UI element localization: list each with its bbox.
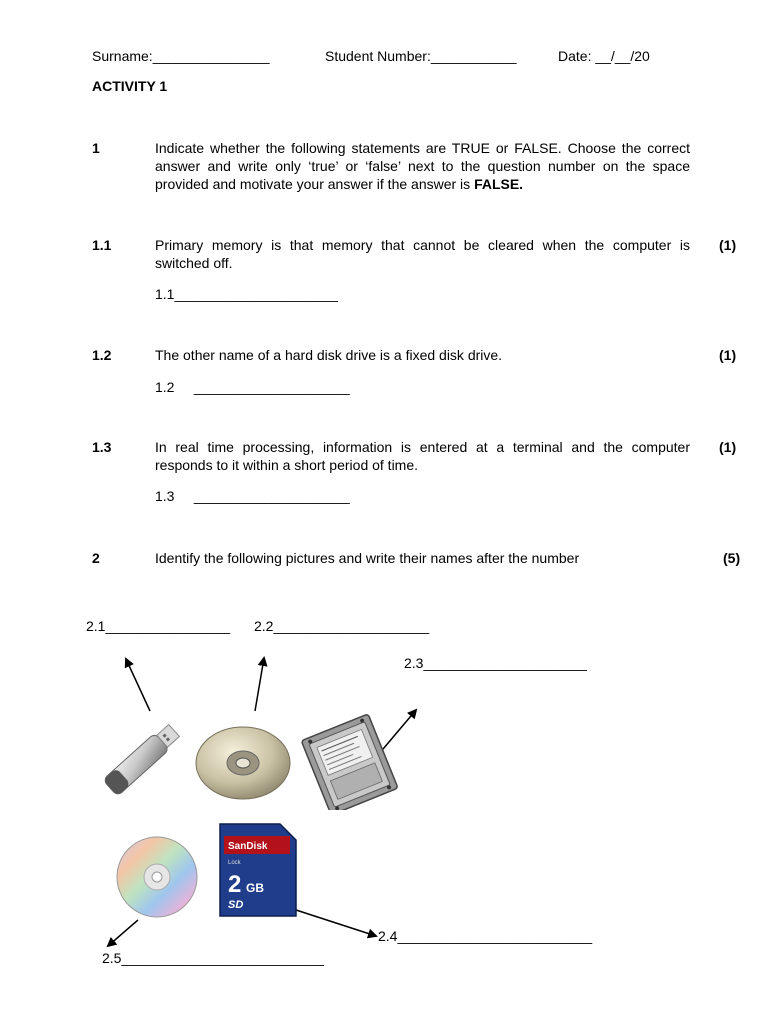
label-2-5[interactable]: 2.5__________________________	[102, 950, 324, 966]
q1-2-text: The other name of a hard disk drive is a fixed disk drive.	[155, 347, 503, 363]
date-field: Date: __/__/20	[558, 48, 650, 64]
q1-text	[155, 139, 690, 193]
q1-3-text: In real time processing, information is entered at a terminal and the computer responds to it within a short period of time.	[155, 439, 690, 473]
q1-3-marks: (1)	[719, 439, 737, 455]
label-2-4[interactable]: 2.4_________________________	[378, 928, 593, 944]
q1-1-text: Primary memory is that memory that cannot be cleared when the computer is switched off.	[155, 237, 690, 271]
q2-marks: (5)	[723, 550, 741, 566]
q1-2-number: 1.2	[92, 347, 112, 363]
q1-text-main: Indicate whether the following statements are TRUE or FALSE. Choose the correct answer and write only ‘true’ or ‘false’ next to the question number on the space provided and motivate your answer if the answer is	[155, 140, 690, 192]
q1-number: 1	[92, 140, 100, 156]
q1-3-answer-line[interactable]: 1.3 ____________________	[155, 488, 350, 504]
disk-image	[193, 723, 293, 803]
usb-flash-drive-image	[95, 708, 195, 808]
arrow-2-1	[126, 659, 150, 711]
q2-number: 2	[92, 550, 100, 566]
sd-brand-text: SanDisk	[228, 841, 268, 852]
activity-title: ACTIVITY 1	[92, 78, 168, 94]
q1-text-bold: FALSE.	[474, 176, 524, 192]
arrow-2-4	[296, 910, 376, 936]
q1-1-marks: (1)	[719, 237, 737, 253]
arrow-2-2	[255, 658, 264, 711]
sd-unit-text: GB	[246, 881, 264, 895]
sd-lock-text: Lock	[228, 860, 241, 866]
label-2-2[interactable]: 2.2____________________	[254, 618, 430, 634]
sd-capacity-text: 2	[228, 871, 242, 898]
label-2-1[interactable]: 2.1________________	[86, 618, 231, 634]
q1-1-answer-line[interactable]: 1.1_____________________	[155, 286, 338, 302]
hard-disk-image	[300, 710, 400, 810]
label-2-3[interactable]: 2.3_____________________	[404, 655, 587, 671]
surname-field: Surname:_______________	[92, 48, 270, 64]
cd-image	[115, 835, 199, 919]
student-number-field: Student Number:___________	[325, 48, 517, 64]
sd-card-image	[218, 822, 298, 918]
q1-2-answer-line[interactable]: 1.2 ____________________	[155, 379, 350, 395]
q1-2-marks: (1)	[719, 347, 737, 363]
q2-text: Identify the following pictures and write their names after the number	[155, 550, 580, 566]
arrow-2-5	[108, 920, 138, 946]
sd-logo-text: SD	[228, 899, 244, 911]
q1-1-number: 1.1	[92, 237, 112, 253]
q1-3-number: 1.3	[92, 439, 112, 455]
